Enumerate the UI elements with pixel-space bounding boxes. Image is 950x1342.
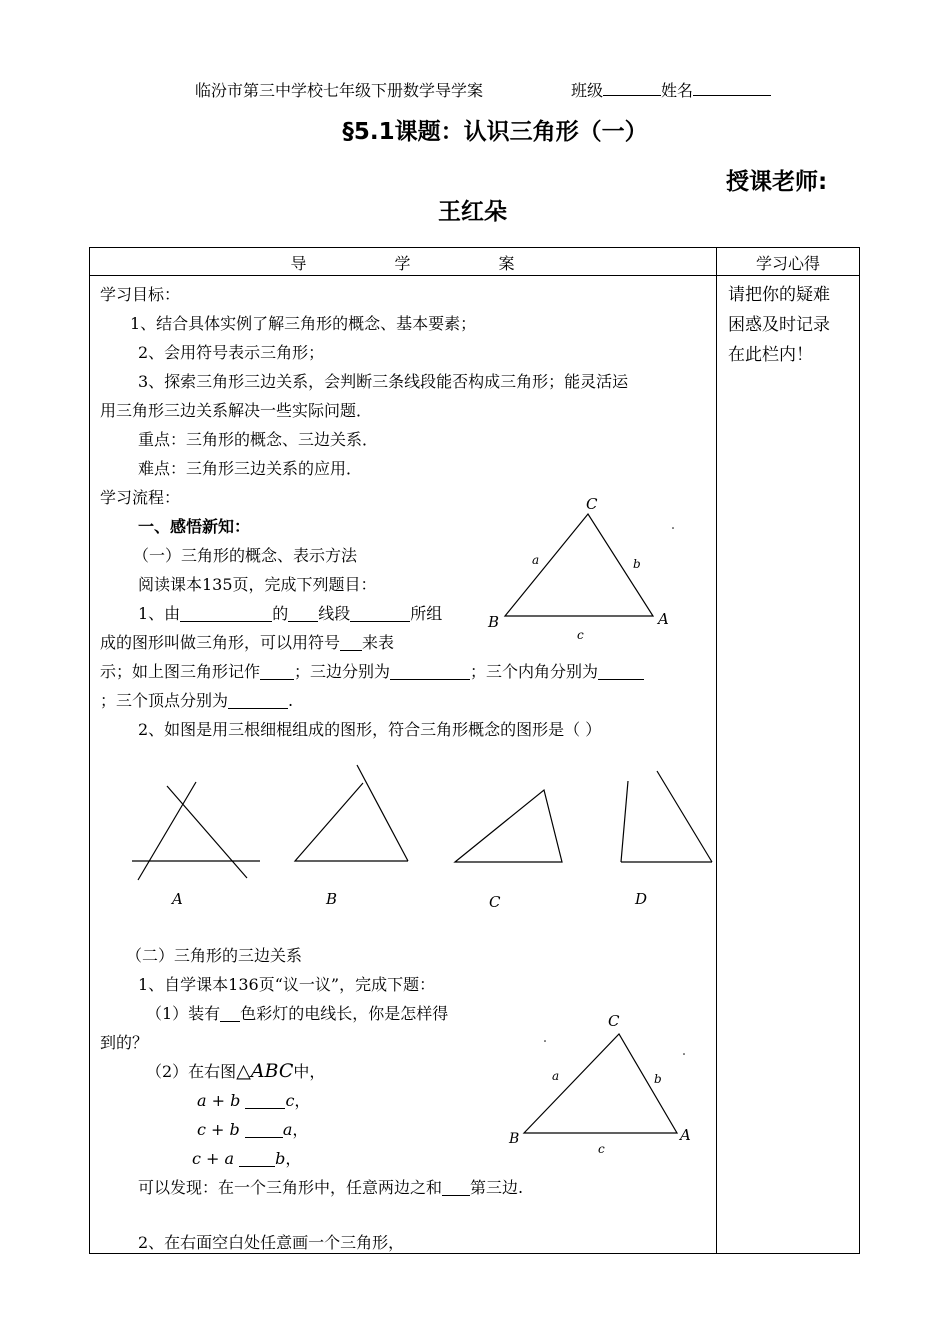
answer-blank[interactable] (340, 634, 362, 651)
question-1-line-3 (100, 659, 644, 682)
header-char: 导 (290, 254, 307, 273)
option-d-label: D (635, 890, 648, 908)
triangle-name: ABC (250, 1060, 294, 1082)
question-2-1-part-1 (146, 1001, 448, 1024)
text: 中， (293, 1062, 326, 1081)
dot (672, 527, 674, 529)
text: 1、由 (138, 604, 181, 623)
vertex-b-label: B (488, 613, 500, 631)
question-2-1: 1、自学课本136页“议一议”，完成下题： (138, 975, 436, 994)
table-header-guide (89, 251, 716, 274)
vertex-b-label: B (509, 1131, 520, 1147)
process-title: 学习流程： (100, 488, 181, 507)
dot (544, 1040, 546, 1042)
conclusion (138, 1175, 523, 1198)
side-note-line: 请把你的疑难 (728, 285, 830, 305)
teacher-label: 授课老师: (726, 169, 828, 195)
side-b-label: b (654, 1072, 662, 1086)
text: 线段 (318, 604, 351, 623)
text: 的 (272, 604, 289, 623)
option-c-figure (455, 790, 562, 862)
answer-blank[interactable] (239, 1150, 275, 1167)
text: 第三边. (470, 1178, 524, 1197)
text: 成的图形叫做三角形，可以用符号 (100, 633, 341, 652)
name-blank (693, 81, 771, 96)
options-figure (120, 755, 720, 915)
text: a (282, 1120, 293, 1139)
side-a-label: a (552, 1069, 560, 1083)
text: ， (292, 1120, 309, 1139)
text: a + b (197, 1091, 241, 1110)
page-title: §5.1课题：认识三角形（一） (342, 119, 648, 145)
dot (683, 1053, 685, 1055)
text: b (275, 1149, 286, 1168)
answer-blank[interactable] (245, 1121, 283, 1138)
text: 可以发现：在一个三角形中，任意两边之和 (138, 1178, 443, 1197)
school-title: 临汾市第三中学校七年级下册数学导学案 (195, 81, 484, 100)
text: （2）在右图 (146, 1062, 237, 1081)
subsection-2: （二）三角形的三边关系 (126, 946, 303, 965)
answer-blank[interactable] (245, 1092, 285, 1109)
side-note-line: 在此栏内！ (728, 345, 813, 365)
text: 示；如上图三角形记作 (100, 662, 261, 681)
section-1-title: 一、感悟新知： (138, 517, 251, 536)
answer-blank[interactable] (288, 605, 318, 622)
text: 来表 (362, 633, 395, 652)
side-c-label: c (598, 1142, 605, 1156)
header-line (195, 78, 771, 101)
answer-blank[interactable] (598, 663, 644, 680)
table-header-divider (89, 275, 860, 276)
goal-2: 2、会用符号表示三角形； (138, 343, 325, 362)
header-char: 学 (394, 254, 411, 273)
subsection-1: （一）三角形的概念、表示方法 (133, 546, 358, 565)
question-1-line-4 (100, 688, 293, 711)
header-char: 案 (498, 254, 515, 273)
question-2-1-part-2 (146, 1059, 325, 1082)
vertex-c-label: C (586, 495, 598, 513)
goal-3: 3、探索三角形三边关系，会判断三条线段能否构成三角形；能灵活运 (138, 372, 629, 391)
question-1-line-1 (138, 601, 442, 624)
teacher-name: 王红朵 (438, 199, 507, 225)
text: 色彩灯的电线长，你是怎样得 (240, 1004, 449, 1023)
vertex-c-label: C (608, 1012, 620, 1030)
text: ， (294, 1091, 311, 1110)
triangle-figure-2 (500, 1008, 700, 1163)
option-d-figure (621, 771, 712, 862)
text: 所组 (410, 604, 443, 623)
goals-title: 学习目标： (100, 285, 181, 304)
triangle-symbol: △ (236, 1060, 251, 1082)
side-note-line: 困惑及时记录 (728, 315, 830, 335)
text: c + b (197, 1120, 240, 1139)
table-column-divider (716, 247, 717, 1254)
table-header-notes: 学习心得 (755, 254, 820, 273)
text: ；三个内角分别为 (470, 662, 599, 681)
answer-blank[interactable] (260, 663, 294, 680)
question-2: 2、如图是用三根细棍组成的图形，符合三角形概念的图形是（ ） (138, 720, 602, 739)
option-a-figure (132, 782, 260, 880)
vertex-a-label: A (658, 610, 669, 628)
text: ；三边分别为 (294, 662, 391, 681)
answer-blank[interactable] (390, 663, 470, 680)
inequality-1 (197, 1088, 310, 1111)
question-1-line-2 (100, 630, 394, 653)
name-label: 姓名 (661, 81, 694, 100)
triangle-figure-1 (480, 492, 680, 647)
text: ， (285, 1149, 302, 1168)
option-b-figure (295, 765, 408, 861)
side-c-label: c (577, 628, 584, 642)
answer-blank[interactable] (442, 1179, 470, 1196)
side-note (728, 280, 850, 370)
question-2-1-part-1-cont: 到的？ (100, 1033, 149, 1052)
question-2-2: 2、在右面空白处任意画一个三角形， (138, 1233, 405, 1252)
class-blank (603, 81, 661, 96)
goal-1: 1、结合具体实例了解三角形的概念、基本要素； (130, 314, 477, 333)
inequality-3 (192, 1146, 301, 1169)
goal-3-cont: 用三角形三边关系解决一些实际问题． (100, 401, 373, 420)
vertex-a-label: A (680, 1126, 691, 1144)
text: c + a (192, 1149, 235, 1168)
answer-blank[interactable] (180, 605, 272, 622)
triangle-abc (505, 514, 653, 616)
read-instruction-1: 阅读课本135页，完成下列题目： (138, 575, 377, 594)
side-a-label: a (532, 553, 540, 567)
text: ；三个顶点分别为 (100, 691, 229, 710)
option-a-label: A (172, 890, 183, 908)
text: c (285, 1091, 295, 1110)
difficult-point: 难点：三角形三边关系的应用． (138, 459, 363, 478)
answer-blank[interactable] (350, 605, 410, 622)
option-b-label: B (326, 890, 338, 908)
side-b-label: b (633, 557, 641, 571)
answer-blank[interactable] (228, 692, 288, 709)
answer-blank[interactable] (220, 1005, 240, 1022)
key-point: 重点：三角形的概念、三边关系． (138, 430, 379, 449)
class-label: 班级 (571, 81, 604, 100)
option-c-label: C (489, 893, 501, 911)
inequality-2 (197, 1117, 308, 1140)
text: . (288, 691, 294, 710)
text: （1）装有 (146, 1004, 221, 1023)
